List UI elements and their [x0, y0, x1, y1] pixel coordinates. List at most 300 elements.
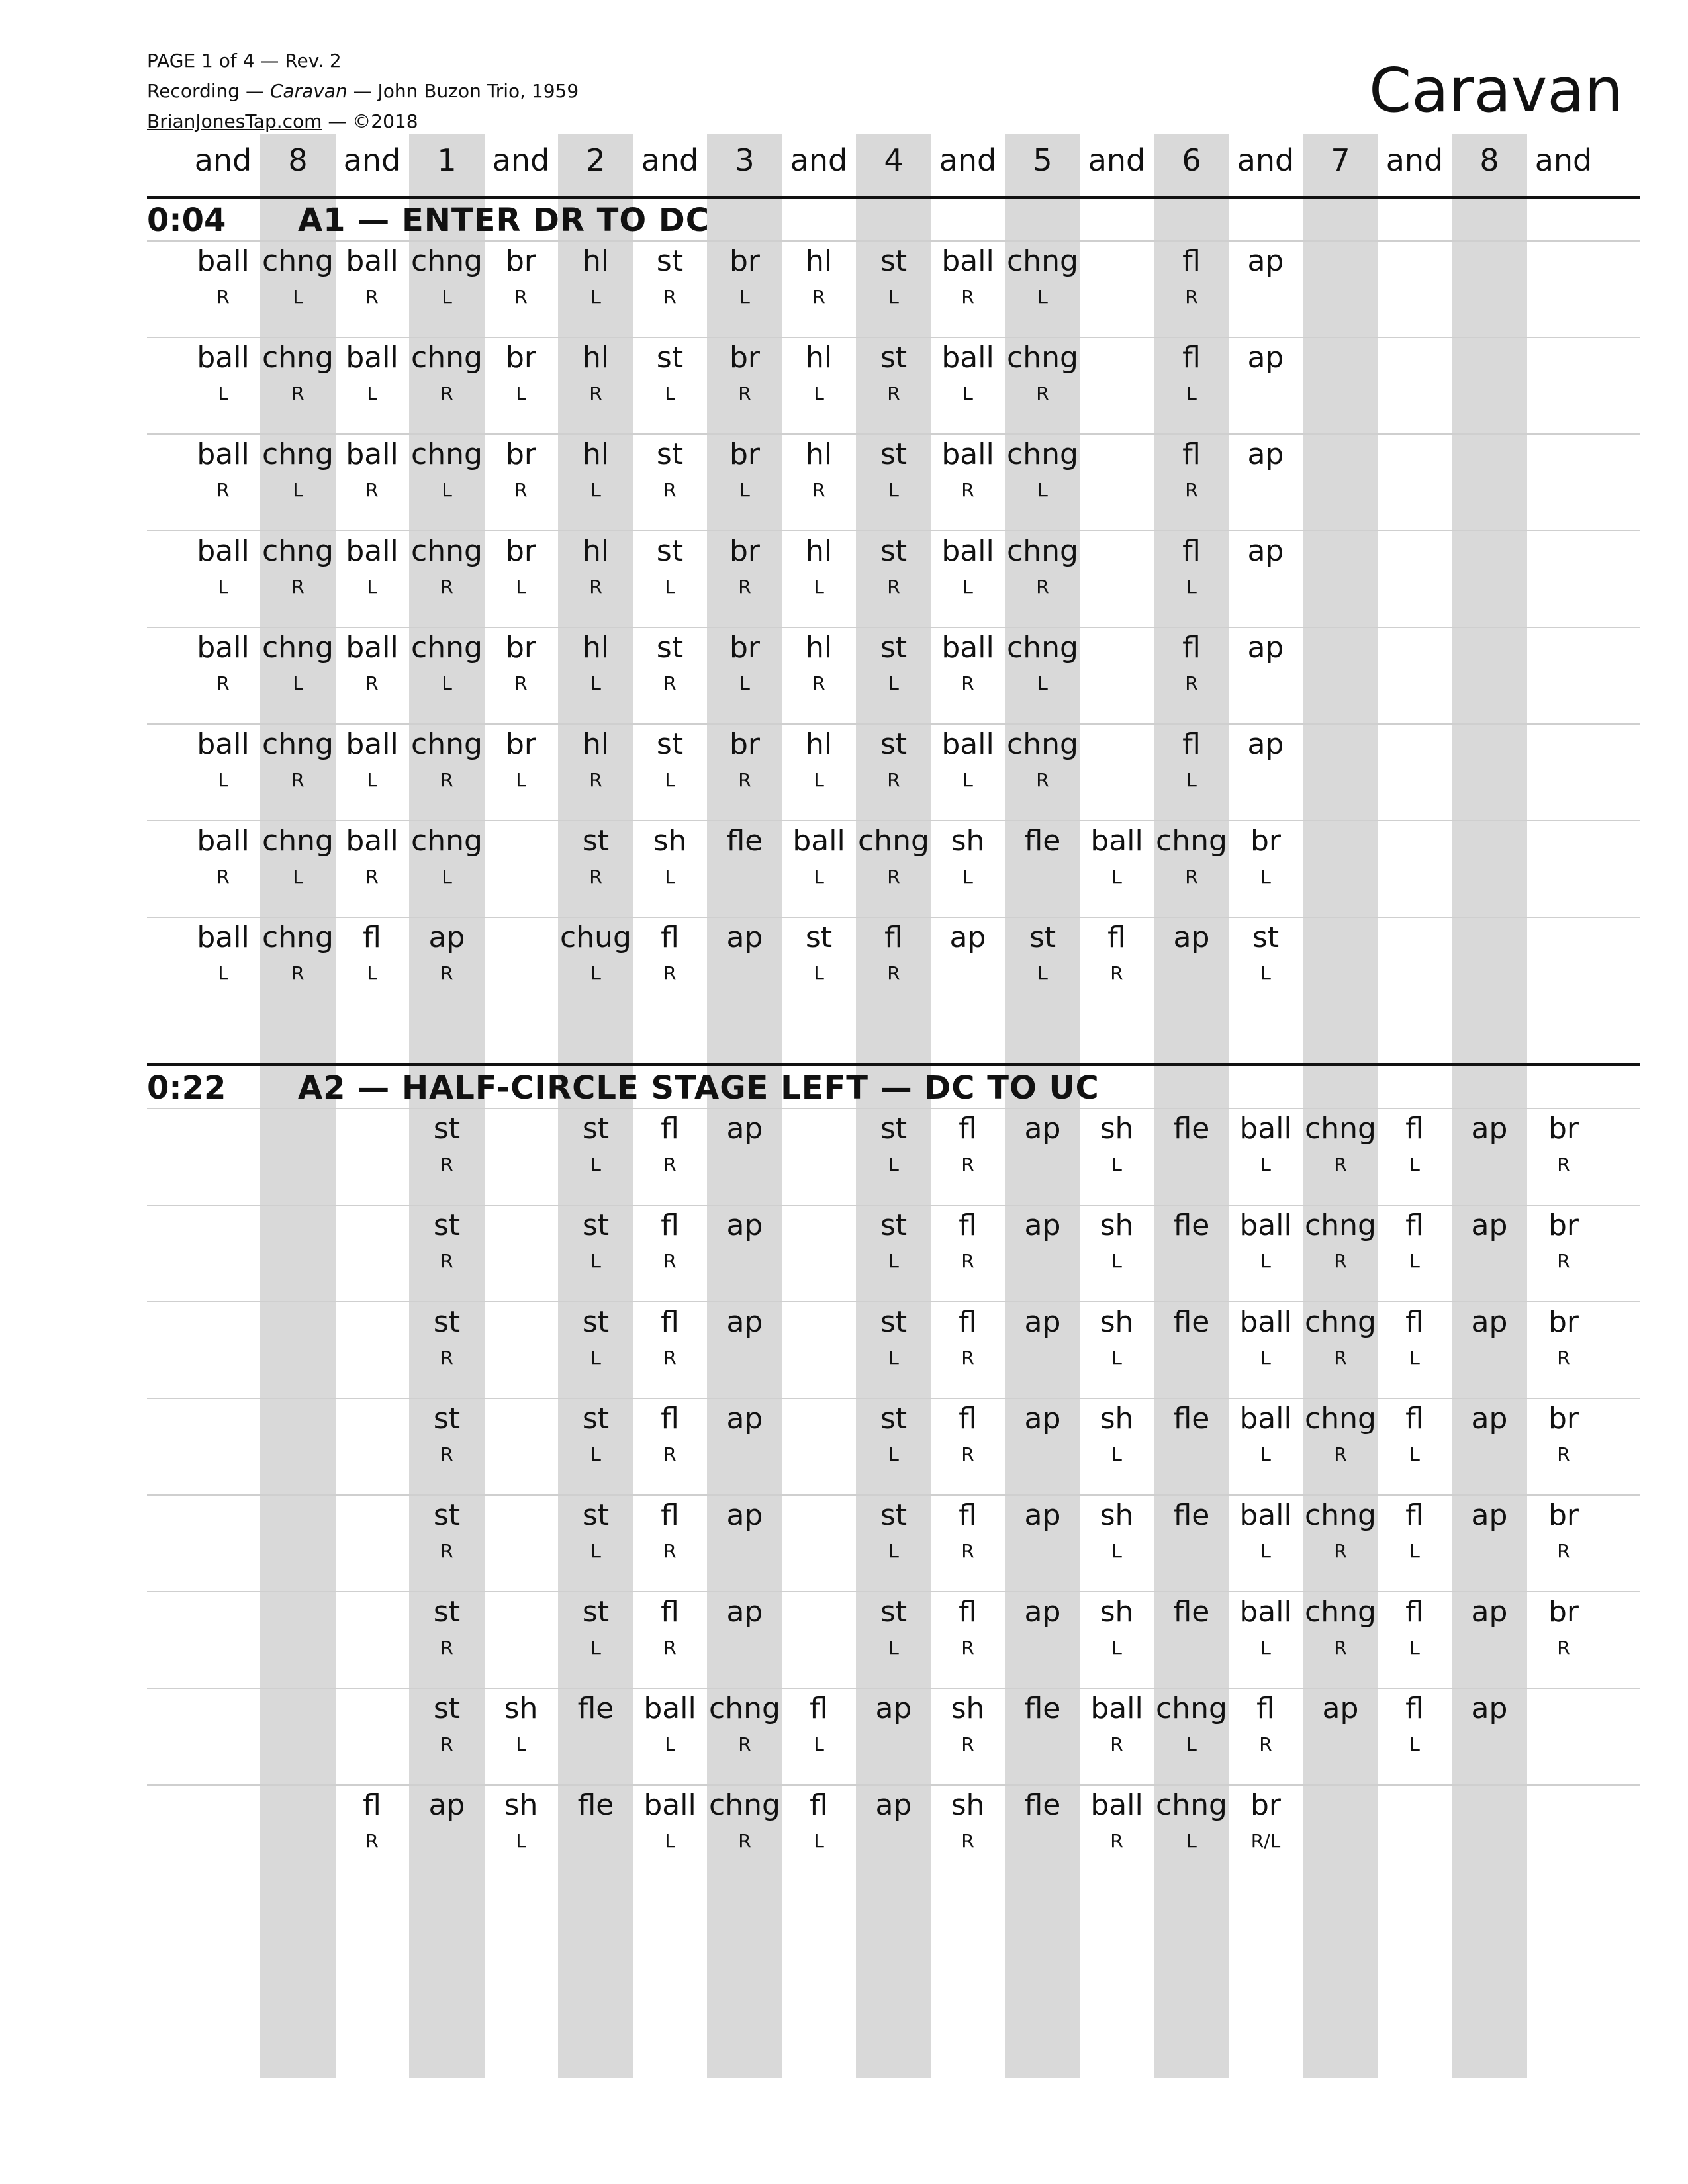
- step-name: st: [582, 824, 610, 858]
- step-name: ap: [726, 1305, 763, 1339]
- tap-step: [409, 1790, 485, 1852]
- tap-step: [707, 1306, 782, 1369]
- step-foot: L: [1037, 286, 1048, 308]
- step-name: chng: [709, 1788, 780, 1822]
- step-foot: [1154, 1347, 1229, 1369]
- tap-step: [1005, 632, 1080, 694]
- tap-step: [707, 1403, 782, 1465]
- tap-step: [409, 1113, 485, 1175]
- step-name: st: [582, 1498, 610, 1532]
- tap-step: [707, 922, 782, 984]
- tap-step: [707, 1596, 782, 1659]
- step-foot: L: [665, 1830, 675, 1852]
- step-foot: L: [1409, 1347, 1420, 1369]
- step-foot: R: [812, 479, 825, 501]
- tap-step: [1452, 1500, 1527, 1562]
- tap-step: [1526, 1596, 1601, 1659]
- step-name: sh: [1100, 1112, 1134, 1146]
- tap-step: [558, 1790, 633, 1852]
- tap-step: [1154, 342, 1229, 404]
- step-name: hl: [582, 727, 610, 761]
- step-name: ball: [197, 244, 250, 278]
- tap-step: [856, 922, 931, 984]
- step-name: fl: [959, 1402, 977, 1435]
- step-name: fl: [959, 1112, 977, 1146]
- step-foot: L: [814, 769, 824, 791]
- step-foot: L: [442, 866, 452, 887]
- step-name: ap: [1024, 1305, 1061, 1339]
- tap-step: [260, 729, 336, 791]
- step-foot: L: [739, 672, 750, 694]
- step-name: chng: [1007, 631, 1078, 664]
- step-foot: R: [1557, 1154, 1570, 1175]
- step-name: br: [505, 631, 537, 664]
- step-foot: R: [663, 1540, 677, 1562]
- tap-step: [1005, 1790, 1080, 1852]
- tap-step: [856, 1790, 931, 1852]
- step-foot: L: [888, 1637, 899, 1659]
- step-foot: [1228, 480, 1303, 501]
- step-name: st: [656, 534, 684, 568]
- step-foot: R: [1185, 866, 1198, 887]
- step-foot: [707, 1154, 782, 1175]
- tap-step: [1005, 825, 1080, 887]
- step-foot: [856, 1734, 931, 1755]
- step-foot: R: [961, 672, 974, 694]
- tap-step: [1154, 1210, 1229, 1272]
- tap-step: [930, 1693, 1006, 1755]
- step-foot: R: [440, 1443, 453, 1465]
- tap-step: [409, 1306, 485, 1369]
- step-name: ap: [1024, 1595, 1061, 1629]
- tap-step: [856, 246, 931, 308]
- tap-step: [483, 439, 559, 501]
- step-name: fle: [1173, 1305, 1210, 1339]
- step-name: br: [729, 244, 761, 278]
- step-name: ball: [1239, 1402, 1292, 1435]
- step-name: chng: [1305, 1305, 1376, 1339]
- step-foot: L: [814, 962, 824, 984]
- tap-step: [1079, 1790, 1154, 1852]
- step-name: chng: [262, 921, 334, 954]
- step-foot: L: [814, 1830, 824, 1852]
- step-name: ap: [1024, 1112, 1061, 1146]
- step-name: fl: [661, 1112, 679, 1146]
- step-name: fle: [726, 824, 763, 858]
- step-foot: L: [1186, 1733, 1197, 1755]
- step-name: ball: [1090, 1692, 1143, 1725]
- step-name: chng: [1156, 1788, 1227, 1822]
- step-name: ap: [1247, 437, 1284, 471]
- step-name: fl: [1182, 727, 1201, 761]
- tap-step: [558, 439, 633, 501]
- tap-step: [1079, 922, 1154, 984]
- step-name: st: [880, 1498, 908, 1532]
- step-name: fle: [1173, 1112, 1210, 1146]
- step-name: chng: [1305, 1208, 1376, 1242]
- step-foot: R: [961, 1347, 974, 1369]
- step-name: st: [656, 244, 684, 278]
- step-foot: R: [887, 866, 900, 887]
- step-name: fle: [1173, 1402, 1210, 1435]
- tap-step: [632, 439, 708, 501]
- step-name: fle: [1173, 1498, 1210, 1532]
- step-name: ap: [1471, 1402, 1508, 1435]
- step-name: fl: [959, 1498, 977, 1532]
- step-foot: L: [888, 286, 899, 308]
- tap-step: [558, 1596, 633, 1659]
- tap-step: [930, 1403, 1006, 1465]
- step-name: st: [582, 1595, 610, 1629]
- tap-step: [558, 922, 633, 984]
- step-foot: [1154, 1251, 1229, 1272]
- step-foot: [1228, 770, 1303, 791]
- step-name: chng: [262, 534, 334, 568]
- tap-step: [1005, 439, 1080, 501]
- tap-step: [185, 439, 261, 501]
- step-name: sh: [951, 1788, 985, 1822]
- tap-step: [930, 1113, 1006, 1175]
- step-name: sh: [653, 824, 687, 858]
- step-name: fl: [1405, 1402, 1424, 1435]
- tap-step: [409, 342, 485, 404]
- tap-step: [558, 1306, 633, 1369]
- step-foot: R: [216, 286, 230, 308]
- step-name: br: [1548, 1305, 1579, 1339]
- recording-prefix: Recording —: [147, 80, 270, 102]
- step-foot: L: [1111, 1347, 1122, 1369]
- step-name: sh: [504, 1692, 538, 1725]
- step-name: fl: [1405, 1595, 1424, 1629]
- step-foot: L: [442, 286, 452, 308]
- tap-step: [1079, 1500, 1154, 1562]
- step-foot: [707, 963, 782, 984]
- step-foot: L: [218, 576, 228, 598]
- step-foot: [1303, 1734, 1378, 1755]
- step-name: fl: [1182, 244, 1201, 278]
- step-name: chng: [262, 244, 334, 278]
- step-name: ball: [1239, 1112, 1292, 1146]
- step-foot: R: [1185, 286, 1198, 308]
- step-foot: R: [812, 286, 825, 308]
- step-name: fl: [661, 921, 679, 954]
- step-foot: L: [293, 479, 303, 501]
- tap-step: [1005, 1693, 1080, 1755]
- row-divider: [147, 1205, 1640, 1206]
- step-foot: R: [1110, 1733, 1123, 1755]
- step-foot: L: [1186, 576, 1197, 598]
- step-name: fl: [661, 1595, 679, 1629]
- tap-step: [632, 1596, 708, 1659]
- step-foot: R: [440, 1540, 453, 1562]
- step-foot: R: [291, 769, 305, 791]
- step-foot: R: [887, 769, 900, 791]
- tap-step: [334, 729, 410, 791]
- step-name: ap: [1173, 921, 1210, 954]
- tap-step: [930, 1596, 1006, 1659]
- tap-step: [781, 246, 857, 308]
- step-name: ap: [1471, 1498, 1508, 1532]
- tap-step: [1526, 1403, 1601, 1465]
- step-foot: L: [1260, 962, 1271, 984]
- tap-step: [1154, 1596, 1229, 1659]
- step-foot: [1154, 1541, 1229, 1562]
- step-foot: R: [1334, 1443, 1347, 1465]
- tap-step: [856, 1693, 931, 1755]
- tap-step: [781, 729, 857, 791]
- section-title: A1 — ENTER DR TO DC: [298, 202, 710, 239]
- tap-step: [558, 1113, 633, 1175]
- tap-step: [707, 246, 782, 308]
- tap-step: [1377, 1500, 1452, 1562]
- tap-step: [856, 1210, 931, 1272]
- step-name: ball: [1239, 1595, 1292, 1629]
- step-foot: R: [440, 576, 453, 598]
- step-name: fl: [1182, 341, 1201, 375]
- tap-step: [409, 1403, 485, 1465]
- count-label: and: [641, 142, 699, 178]
- tap-step: [409, 1596, 485, 1659]
- step-name: st: [880, 727, 908, 761]
- tap-step: [1079, 825, 1154, 887]
- step-name: fl: [1405, 1305, 1424, 1339]
- step-foot: L: [218, 383, 228, 404]
- step-foot: [1005, 1734, 1080, 1755]
- step-foot: [707, 1251, 782, 1272]
- step-name: fl: [810, 1692, 828, 1725]
- tap-step: [1303, 1403, 1378, 1465]
- step-name: chng: [1007, 341, 1078, 375]
- step-foot: L: [1260, 866, 1271, 887]
- step-foot: L: [888, 672, 899, 694]
- step-foot: R: [663, 1443, 677, 1465]
- step-foot: R: [961, 479, 974, 501]
- tap-step: [632, 1790, 708, 1852]
- step-name: st: [582, 1402, 610, 1435]
- tap-step: [1154, 1500, 1229, 1562]
- step-name: ap: [726, 1498, 763, 1532]
- tap-step: [185, 922, 261, 984]
- step-foot: [1005, 1541, 1080, 1562]
- step-foot: L: [590, 1250, 601, 1272]
- step-name: sh: [951, 1692, 985, 1725]
- count-label: 7: [1331, 142, 1350, 178]
- step-name: st: [582, 1305, 610, 1339]
- tap-step: [1005, 1113, 1080, 1175]
- step-foot: L: [590, 1443, 601, 1465]
- tap-step: [707, 632, 782, 694]
- row-divider: [147, 530, 1640, 531]
- tap-step: [1154, 1790, 1229, 1852]
- tap-step: [856, 1113, 931, 1175]
- step-name: ball: [197, 534, 250, 568]
- step-foot: R: [365, 479, 379, 501]
- step-name: hl: [805, 727, 833, 761]
- step-foot: L: [739, 479, 750, 501]
- step-foot: R: [589, 866, 602, 887]
- step-name: fl: [1182, 437, 1201, 471]
- step-foot: [1154, 1154, 1229, 1175]
- tap-step: [1079, 1596, 1154, 1659]
- step-foot: L: [1409, 1540, 1420, 1562]
- tap-step: [1079, 1403, 1154, 1465]
- step-name: ap: [1471, 1112, 1508, 1146]
- step-foot: L: [814, 383, 824, 404]
- tap-step: [1452, 1596, 1527, 1659]
- step-foot: L: [590, 962, 601, 984]
- tap-step: [260, 825, 336, 887]
- tap-step: [1228, 246, 1303, 308]
- tap-step: [930, 1306, 1006, 1369]
- tap-step: [558, 1403, 633, 1465]
- step-foot: L: [665, 576, 675, 598]
- step-foot: R: [589, 576, 602, 598]
- step-name: chng: [262, 824, 334, 858]
- step-foot: R: [961, 1637, 974, 1659]
- tap-step: [1005, 1500, 1080, 1562]
- step-foot: R: [1557, 1250, 1570, 1272]
- step-name: hl: [805, 244, 833, 278]
- tap-step: [707, 1113, 782, 1175]
- tap-step: [260, 439, 336, 501]
- section-title: A2 — HALF-CIRCLE STAGE LEFT — DC TO UC: [298, 1069, 1100, 1107]
- step-name: ball: [197, 727, 250, 761]
- step-foot: L: [218, 769, 228, 791]
- step-foot: L: [1111, 1250, 1122, 1272]
- tap-step: [781, 535, 857, 598]
- tap-step: [1228, 1306, 1303, 1369]
- step-name: ball: [941, 631, 994, 664]
- step-foot: R: [812, 672, 825, 694]
- step-foot: L: [516, 1830, 526, 1852]
- tap-step: [1079, 1113, 1154, 1175]
- step-name: chng: [1007, 534, 1078, 568]
- step-name: ball: [1090, 824, 1143, 858]
- step-foot: L: [516, 769, 526, 791]
- tap-step: [483, 535, 559, 598]
- step-foot: R: [440, 769, 453, 791]
- tap-step: [260, 632, 336, 694]
- tap-step: [185, 342, 261, 404]
- row-divider: [147, 433, 1640, 435]
- count-label: 1: [437, 142, 457, 178]
- step-name: fl: [1182, 631, 1201, 664]
- step-foot: R: [440, 1154, 453, 1175]
- step-foot: [1005, 1251, 1080, 1272]
- step-name: ap: [726, 921, 763, 954]
- count-label: 3: [735, 142, 755, 178]
- tap-step: [260, 535, 336, 598]
- step-name: br: [729, 341, 761, 375]
- step-foot: [707, 1637, 782, 1659]
- step-name: ap: [1024, 1498, 1061, 1532]
- step-name: br: [1548, 1595, 1579, 1629]
- tap-step: [185, 535, 261, 598]
- tap-step: [409, 1693, 485, 1755]
- tap-step: [930, 825, 1006, 887]
- step-foot: L: [516, 1733, 526, 1755]
- step-foot: L: [1409, 1637, 1420, 1659]
- step-foot: [1005, 1347, 1080, 1369]
- tap-step: [856, 729, 931, 791]
- step-foot: L: [590, 479, 601, 501]
- step-name: st: [433, 1498, 461, 1532]
- step-name: sh: [951, 824, 985, 858]
- step-name: fle: [577, 1692, 614, 1725]
- tap-step: [856, 1500, 931, 1562]
- step-name: fl: [810, 1788, 828, 1822]
- step-name: br: [1548, 1112, 1579, 1146]
- tap-step: [707, 535, 782, 598]
- page-info: PAGE 1 of 4 — Rev. 2: [147, 50, 342, 71]
- step-name: fl: [661, 1498, 679, 1532]
- site-link[interactable]: BrianJonesTap.com: [147, 111, 322, 132]
- step-name: br: [1548, 1208, 1579, 1242]
- step-name: ap: [1024, 1402, 1061, 1435]
- step-name: chug: [560, 921, 632, 954]
- step-name: st: [582, 1208, 610, 1242]
- step-foot: [1452, 1154, 1527, 1175]
- tap-step: [1228, 825, 1303, 887]
- step-name: chng: [262, 341, 334, 375]
- step-foot: L: [590, 1637, 601, 1659]
- site-credit: [147, 111, 418, 132]
- step-foot: L: [1409, 1733, 1420, 1755]
- tap-step: [558, 825, 633, 887]
- row-divider: [147, 1591, 1640, 1592]
- step-foot: L: [665, 383, 675, 404]
- tap-step: [1526, 1306, 1601, 1369]
- step-foot: L: [1186, 769, 1197, 791]
- step-foot: L: [293, 672, 303, 694]
- tap-step: [707, 1693, 782, 1755]
- step-name: fl: [363, 1788, 381, 1822]
- step-foot: [1005, 866, 1080, 887]
- step-foot: L: [1037, 962, 1048, 984]
- step-name: fl: [1405, 1112, 1424, 1146]
- tap-step: [483, 632, 559, 694]
- step-foot: R: [1185, 672, 1198, 694]
- tap-step: [1228, 1596, 1303, 1659]
- tap-step: [409, 535, 485, 598]
- step-foot: [558, 1734, 633, 1755]
- count-label: 4: [884, 142, 904, 178]
- step-foot: R: [1036, 576, 1049, 598]
- step-foot: L: [442, 479, 452, 501]
- step-name: st: [656, 437, 684, 471]
- step-foot: L: [367, 383, 377, 404]
- step-foot: [1228, 673, 1303, 694]
- step-foot: [1228, 383, 1303, 404]
- tap-step: [409, 825, 485, 887]
- tap-step: [856, 439, 931, 501]
- step-foot: R: [1185, 479, 1198, 501]
- tap-step: [1228, 439, 1303, 501]
- step-foot: R: [1036, 383, 1049, 404]
- step-name: hl: [582, 244, 610, 278]
- tap-step: [558, 632, 633, 694]
- step-name: st: [880, 631, 908, 664]
- step-foot: R: [738, 1733, 751, 1755]
- step-name: ball: [197, 631, 250, 664]
- tap-step: [632, 825, 708, 887]
- tap-step: [1154, 825, 1229, 887]
- tap-step: [930, 729, 1006, 791]
- tap-step: [558, 729, 633, 791]
- tap-step: [632, 1210, 708, 1272]
- step-foot: [707, 1444, 782, 1465]
- step-foot: L: [1111, 1443, 1122, 1465]
